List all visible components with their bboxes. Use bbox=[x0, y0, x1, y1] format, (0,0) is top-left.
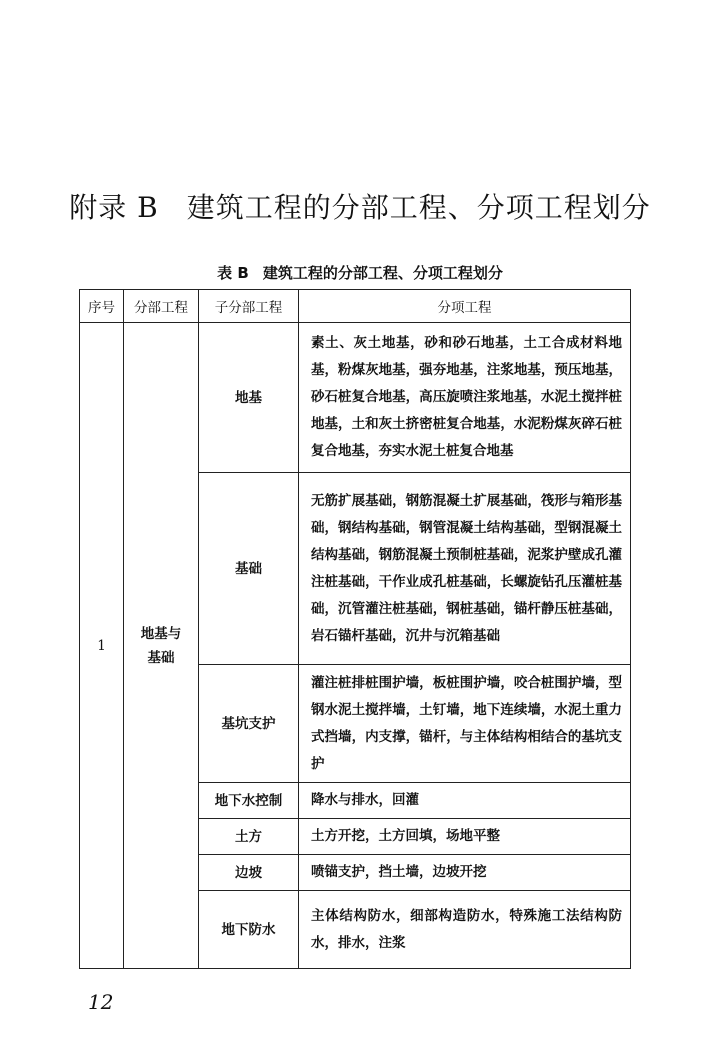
appendix-title bbox=[0, 188, 720, 228]
header-division: 分部工程 bbox=[124, 290, 199, 323]
appendix-label: 附录 B bbox=[69, 191, 159, 224]
header-items: 分项工程 bbox=[299, 290, 631, 323]
table-caption-title: 建筑工程的分部工程、分项工程划分 bbox=[262, 264, 503, 282]
subdivision-name: 基础 bbox=[199, 473, 299, 665]
division-table bbox=[79, 289, 631, 969]
subdivision-name: 土方 bbox=[199, 819, 299, 855]
subdivision-items: 素土、灰土地基，砂和砂石地基，土工合成材料地基，粉煤灰地基，强夯地基，注浆地基，预压地基，砂石桩复合地基，高压旋喷注浆地基，水泥土搅拌桩地基，土和灰土挤密桩复合地基，水泥粉煤灰碎石桩复合地基，夯实水泥土桩复合地基 bbox=[299, 323, 631, 473]
table-row bbox=[80, 323, 631, 473]
subdivision-name: 地基 bbox=[199, 323, 299, 473]
page-number: 12 bbox=[88, 990, 114, 1014]
division-name: 地基与 基础 bbox=[140, 625, 182, 666]
row-division bbox=[124, 323, 199, 969]
subdivision-items: 灌注桩排桩围护墙，板桩围护墙，咬合桩围护墙，型钢水泥土搅拌墙，土钉墙，地下连续墙，水泥土重力式挡墙，内支撑，锚杆，与主体结构相结合的基坑支护 bbox=[299, 665, 631, 783]
subdivision-items: 降水与排水，回灌 bbox=[299, 783, 631, 819]
subdivision-name: 地下防水 bbox=[199, 891, 299, 969]
header-subdivision: 子分部工程 bbox=[199, 290, 299, 323]
row-seq: 1 bbox=[80, 323, 124, 969]
header-seq: 序号 bbox=[80, 290, 124, 323]
table-caption bbox=[0, 262, 720, 284]
subdivision-items: 主体结构防水，细部构造防水，特殊施工法结构防水，排水，注浆 bbox=[299, 891, 631, 969]
subdivision-items: 土方开挖，土方回填，场地平整 bbox=[299, 819, 631, 855]
subdivision-name: 边坡 bbox=[199, 855, 299, 891]
subdivision-name: 基坑支护 bbox=[199, 665, 299, 783]
subdivision-items: 喷锚支护，挡土墙，边坡开挖 bbox=[299, 855, 631, 891]
subdivision-items: 无筋扩展基础，钢筋混凝土扩展基础，筏形与箱形基础，钢结构基础，钢管混凝土结构基础，型钢混凝土结构基础，钢筋混凝土预制桩基础，泥浆护壁成孔灌注桩基础，干作业成孔桩基础，长螺旋钻孔压灌桩基础，沉管灌注桩基础，钢桩基础，锚杆静压桩基础，岩石锚杆基础，沉井与沉箱基础 bbox=[299, 473, 631, 665]
subdivision-name: 地下水控制 bbox=[199, 783, 299, 819]
appendix-title-text: 建筑工程的分部工程、分项工程划分 bbox=[186, 191, 651, 224]
table-caption-label: 表 B bbox=[217, 264, 249, 282]
table-header-row bbox=[80, 290, 631, 323]
